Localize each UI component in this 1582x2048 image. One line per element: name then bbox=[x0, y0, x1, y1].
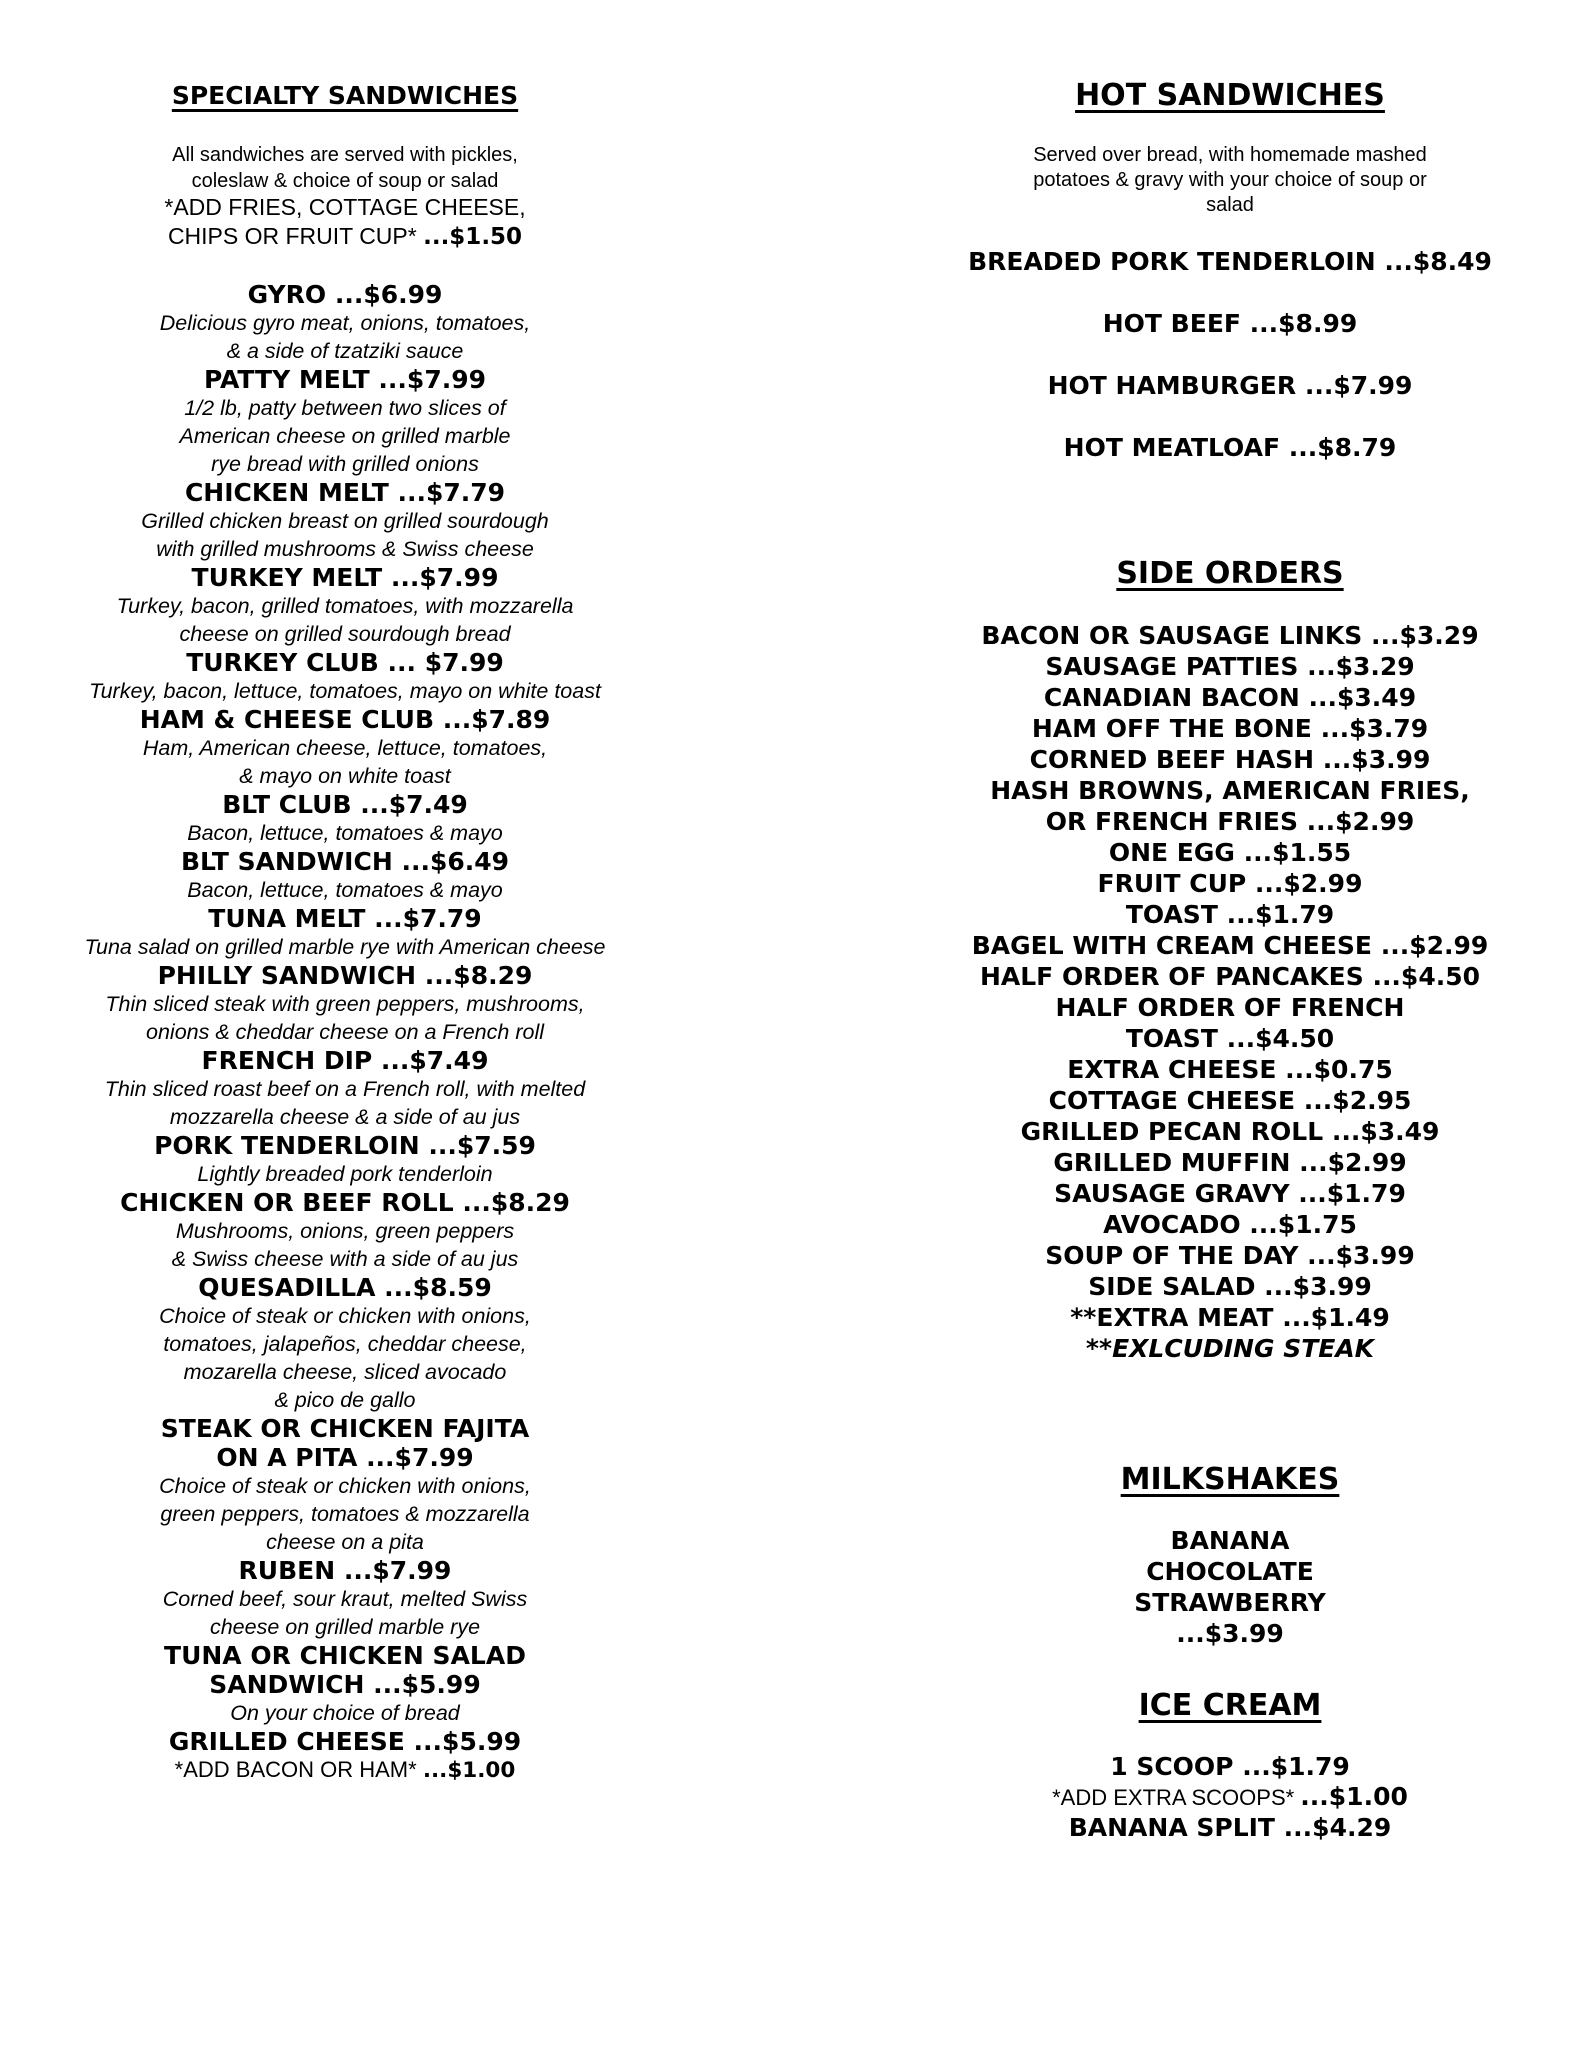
side-order-item: GRILLED PECAN ROLL ...$3.49 bbox=[1020, 1117, 1440, 1146]
specialty-final-add-on bbox=[50, 1756, 640, 1785]
ice-cream-banana-split: BANANA SPLIT ...$4.29 bbox=[1068, 1813, 1392, 1842]
item-name: HAM & CHEESE CLUB ...$7.89 bbox=[139, 705, 551, 734]
milkshake-price: ...$3.99 bbox=[1176, 1619, 1284, 1648]
item-name-continued: SANDWICH ...$5.99 bbox=[209, 1670, 481, 1699]
ice-cream-extra-text: *ADD EXTRA SCOOPS* bbox=[1052, 1785, 1301, 1810]
specialty-item bbox=[50, 1727, 640, 1756]
final-add-on-text: *ADD BACON OR HAM* bbox=[174, 1757, 423, 1782]
hot-sandwich-item: HOT MEATLOAF ...$8.79 bbox=[1063, 433, 1397, 462]
ice-cream-heading: ICE CREAM bbox=[1138, 1688, 1322, 1723]
side-orders-exclusion: **EXLCUDING STEAK bbox=[1085, 1334, 1375, 1363]
hot-sandwich-item: HOT HAMBURGER ...$7.99 bbox=[1047, 371, 1413, 400]
hot-sandwiches-list bbox=[940, 247, 1520, 495]
specialty-item bbox=[50, 280, 640, 365]
side-order-item: SOUP OF THE DAY ...$3.99 bbox=[1045, 1241, 1415, 1270]
item-description: & mayo on white toast bbox=[239, 764, 451, 788]
specialty-item bbox=[50, 1414, 640, 1556]
item-description: onions & cheddar cheese on a French roll bbox=[146, 1020, 544, 1044]
ice-cream-list bbox=[940, 1752, 1520, 1843]
item-description: Turkey, bacon, grilled tomatoes, with mozzarella bbox=[116, 594, 574, 618]
specialty-item bbox=[50, 790, 640, 847]
ice-cream-scoop: 1 SCOOP ...$1.79 bbox=[1110, 1752, 1350, 1781]
milkshake-flavor: BANANA bbox=[1170, 1526, 1290, 1555]
ice-cream-extra bbox=[940, 1782, 1520, 1813]
specialty-item bbox=[50, 1131, 640, 1188]
add-on-line-2 bbox=[50, 222, 640, 252]
item-description: Corned beef, sour kraut, melted Swiss bbox=[162, 1587, 528, 1611]
item-name: TURKEY CLUB ... $7.99 bbox=[186, 648, 504, 677]
side-order-item: HASH BROWNS, AMERICAN FRIES, bbox=[990, 776, 1470, 805]
item-description: & Swiss cheese with a side of au jus bbox=[171, 1247, 519, 1271]
item-description: green peppers, tomatoes & mozzarella bbox=[160, 1502, 530, 1526]
add-on-text: CHIPS OR FRUIT CUP* bbox=[167, 223, 424, 249]
specialty-item bbox=[50, 847, 640, 904]
item-name: BLT CLUB ...$7.49 bbox=[222, 790, 468, 819]
item-description: Mushrooms, onions, green peppers bbox=[175, 1219, 515, 1243]
item-name: TURKEY MELT ...$7.99 bbox=[191, 563, 499, 592]
side-order-item: GRILLED MUFFIN ...$2.99 bbox=[1053, 1148, 1407, 1177]
item-description: Delicious gyro meat, onions, tomatoes, bbox=[159, 311, 531, 335]
item-description: & pico de gallo bbox=[274, 1388, 416, 1412]
specialty-item bbox=[50, 478, 640, 563]
hot-sandwich-item: HOT BEEF ...$8.99 bbox=[1102, 309, 1358, 338]
item-name: PATTY MELT ...$7.99 bbox=[204, 365, 486, 394]
milkshakes-list bbox=[940, 1525, 1520, 1649]
item-description: with grilled mushrooms & Swiss cheese bbox=[156, 537, 534, 561]
item-name: GRILLED CHEESE ...$5.99 bbox=[168, 1727, 522, 1756]
item-name: RUBEN ...$7.99 bbox=[238, 1556, 452, 1585]
item-description: Ham, American cheese, lettuce, tomatoes, bbox=[142, 736, 548, 760]
side-order-item: TOAST ...$1.79 bbox=[1125, 900, 1335, 929]
specialty-item bbox=[50, 1556, 640, 1641]
hot-sandwich-item: BREADED PORK TENDERLOIN ...$8.49 bbox=[968, 247, 1492, 276]
item-description: tomatoes, jalapeños, cheddar cheese, bbox=[163, 1332, 527, 1356]
item-description: Choice of steak or chicken with onions, bbox=[159, 1474, 531, 1498]
specialty-add-on bbox=[50, 193, 640, 252]
item-description: cheese on grilled marble rye bbox=[209, 1615, 481, 1639]
side-orders-heading: SIDE ORDERS bbox=[1116, 556, 1344, 591]
side-order-item: SAUSAGE GRAVY ...$1.79 bbox=[1054, 1179, 1406, 1208]
item-name: STEAK OR CHICKEN FAJITA bbox=[160, 1414, 530, 1443]
side-order-item: HALF ORDER OF PANCAKES ...$4.50 bbox=[979, 962, 1481, 991]
item-description: Bacon, lettuce, tomatoes & mayo bbox=[187, 821, 503, 845]
side-order-item: OR FRENCH FRIES ...$2.99 bbox=[1045, 807, 1415, 836]
specialty-item bbox=[50, 1641, 640, 1727]
milkshake-flavor: STRAWBERRY bbox=[1134, 1588, 1326, 1617]
specialty-item bbox=[50, 705, 640, 790]
specialty-item bbox=[50, 1046, 640, 1131]
specialty-item bbox=[50, 563, 640, 648]
side-orders-list bbox=[940, 620, 1520, 1333]
item-description: Tuna salad on grilled marble rye with American cheese bbox=[84, 935, 606, 959]
specialty-item bbox=[50, 365, 640, 478]
ice-cream-extra-price: ...$1.00 bbox=[1300, 1782, 1408, 1811]
item-name: TUNA MELT ...$7.79 bbox=[208, 904, 482, 933]
item-description: Choice of steak or chicken with onions, bbox=[159, 1304, 531, 1328]
item-description: mozzarella cheese & a side of au jus bbox=[169, 1105, 521, 1129]
item-name: GYRO ...$6.99 bbox=[247, 280, 443, 309]
hot-sandwiches-heading: HOT SANDWICHES bbox=[1075, 78, 1385, 113]
item-description: Bacon, lettuce, tomatoes & mayo bbox=[187, 878, 503, 902]
item-description: cheese on grilled sourdough bread bbox=[179, 622, 511, 646]
item-name: FRENCH DIP ...$7.49 bbox=[201, 1046, 489, 1075]
item-description: Turkey, bacon, lettuce, tomatoes, mayo on white toast bbox=[89, 679, 601, 703]
item-description: mozarella cheese, sliced avocado bbox=[183, 1360, 507, 1384]
side-order-item: **EXTRA MEAT ...$1.49 bbox=[1070, 1303, 1390, 1332]
specialty-sandwiches-heading: SPECIALTY SANDWICHES bbox=[171, 81, 519, 110]
item-name-continued: ON A PITA ...$7.99 bbox=[216, 1443, 474, 1472]
side-order-item: BAGEL WITH CREAM CHEESE ...$2.99 bbox=[971, 931, 1489, 960]
side-order-item: HAM OFF THE BONE ...$3.79 bbox=[1031, 714, 1429, 743]
specialty-item bbox=[50, 961, 640, 1046]
side-order-item: ONE EGG ...$1.55 bbox=[1108, 838, 1352, 867]
final-add-on-price: ...$1.00 bbox=[422, 1758, 516, 1783]
side-order-item: BACON OR SAUSAGE LINKS ...$3.29 bbox=[981, 621, 1479, 650]
item-name: TUNA OR CHICKEN SALAD bbox=[164, 1641, 526, 1670]
hot-sandwiches-note: Served over bread, with homemade mashed potatoes & gravy with your choice of soup or salad bbox=[1033, 144, 1427, 216]
side-order-item: CANADIAN BACON ...$3.49 bbox=[1043, 683, 1417, 712]
item-description: Grilled chicken breast on grilled sourdough bbox=[141, 509, 549, 533]
item-description: Lightly breaded pork tenderloin bbox=[197, 1162, 493, 1186]
item-name: CHICKEN OR BEEF ROLL ...$8.29 bbox=[120, 1188, 570, 1217]
item-description: & a side of tzatziki sauce bbox=[226, 339, 464, 363]
side-order-item: EXTRA CHEESE ...$0.75 bbox=[1067, 1055, 1393, 1084]
side-order-item: HALF ORDER OF FRENCH bbox=[1055, 993, 1405, 1022]
side-order-item: AVOCADO ...$1.75 bbox=[1103, 1210, 1357, 1239]
item-description: cheese on a pita bbox=[266, 1530, 424, 1554]
side-order-item: TOAST ...$4.50 bbox=[1125, 1024, 1335, 1053]
item-name: PHILLY SANDWICH ...$8.29 bbox=[157, 961, 533, 990]
item-description: rye bread with grilled onions bbox=[211, 452, 479, 476]
item-description: Thin sliced steak with green peppers, mushrooms, bbox=[105, 992, 585, 1016]
side-order-item: FRUIT CUP ...$2.99 bbox=[1097, 869, 1363, 898]
specialty-item-list bbox=[50, 280, 640, 1785]
side-order-item: CORNED BEEF HASH ...$3.99 bbox=[1029, 745, 1431, 774]
specialty-item bbox=[50, 1188, 640, 1273]
milkshake-flavor: CHOCOLATE bbox=[1146, 1557, 1314, 1586]
milkshakes-heading: MILKSHAKES bbox=[1120, 1462, 1340, 1497]
add-on-price: ...$1.50 bbox=[423, 224, 523, 250]
item-description: 1/2 lb, patty between two slices of bbox=[184, 396, 506, 420]
item-name: PORK TENDERLOIN ...$7.59 bbox=[154, 1131, 536, 1160]
item-name: BLT SANDWICH ...$6.49 bbox=[180, 847, 510, 876]
side-order-item: SIDE SALAD ...$3.99 bbox=[1088, 1272, 1372, 1301]
side-order-item: SAUSAGE PATTIES ...$3.29 bbox=[1045, 652, 1415, 681]
side-order-item: COTTAGE CHEESE ...$2.95 bbox=[1048, 1086, 1412, 1115]
item-description: On your choice of bread bbox=[230, 1701, 460, 1725]
item-description: American cheese on grilled marble bbox=[179, 424, 511, 448]
item-name: QUESADILLA ...$8.59 bbox=[198, 1273, 492, 1302]
add-on-line-1: *ADD FRIES, COTTAGE CHEESE, bbox=[164, 194, 526, 220]
specialty-note: All sandwiches are served with pickles, coleslaw & choice of soup or salad bbox=[172, 144, 518, 192]
item-name: CHICKEN MELT ...$7.79 bbox=[184, 478, 506, 507]
specialty-item bbox=[50, 904, 640, 961]
specialty-item bbox=[50, 1273, 640, 1414]
item-description: Thin sliced roast beef on a French roll, with melted bbox=[104, 1077, 586, 1101]
specialty-item bbox=[50, 648, 640, 705]
